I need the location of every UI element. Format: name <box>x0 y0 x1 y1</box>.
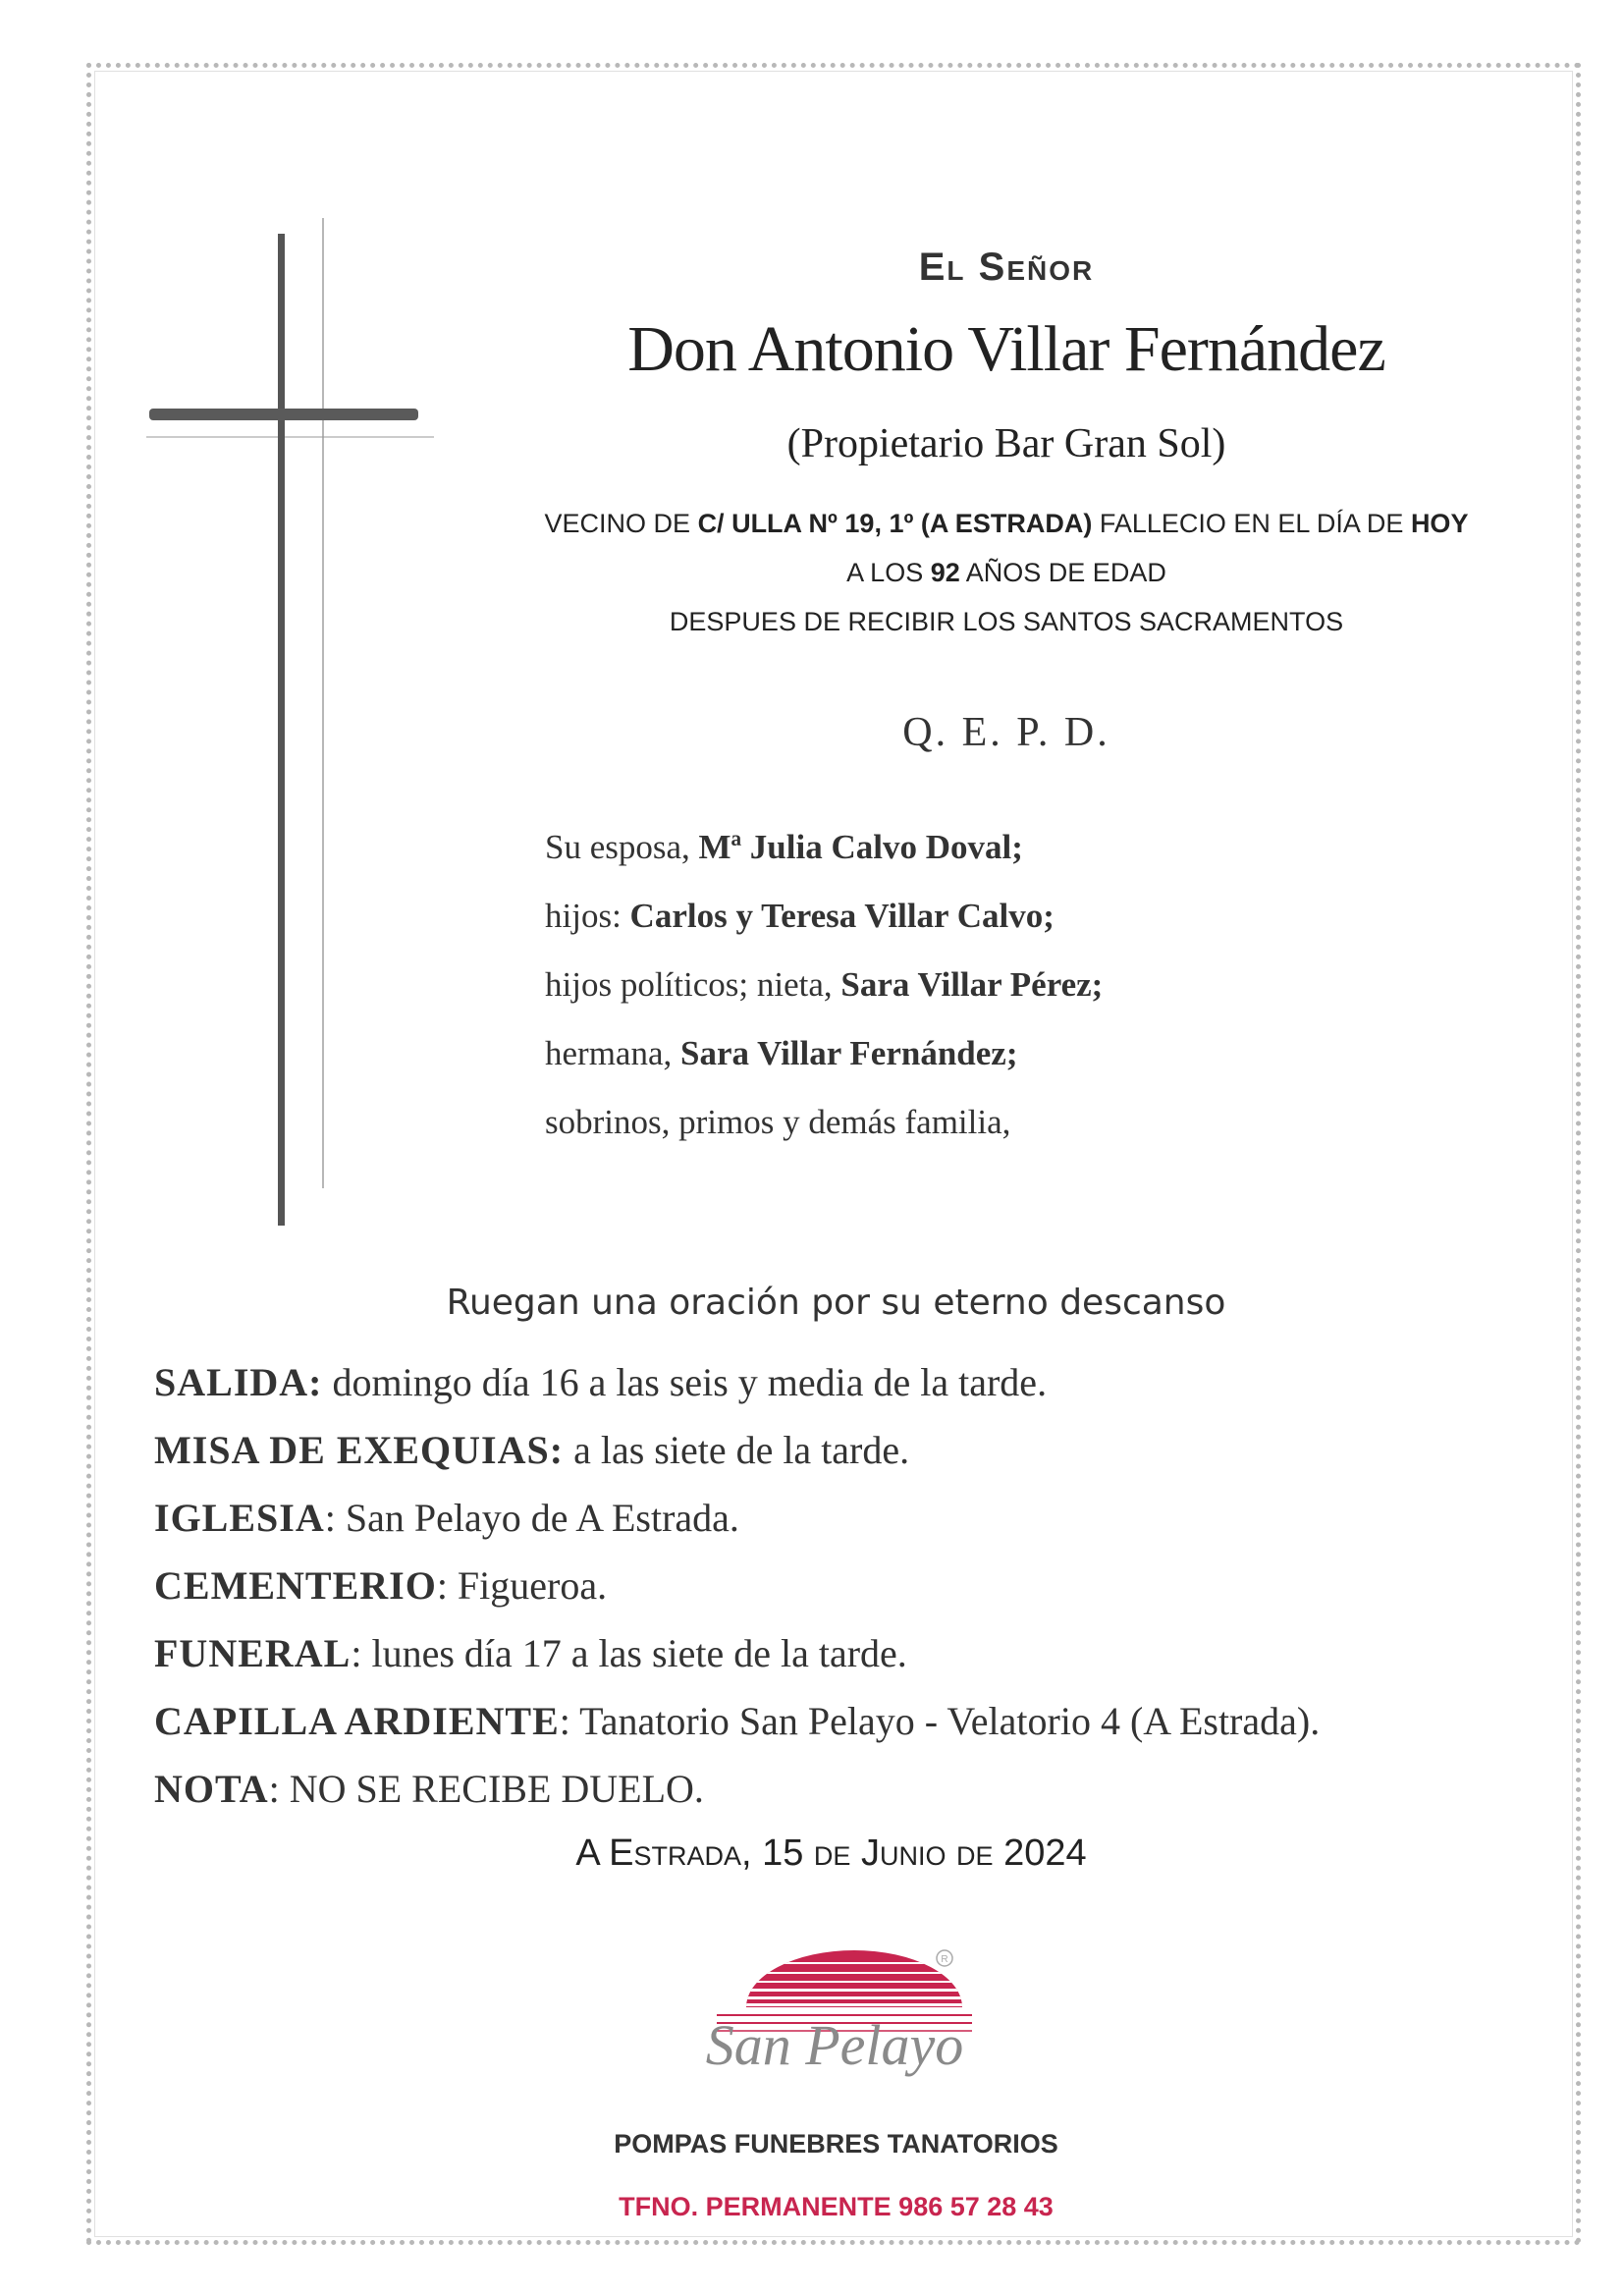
sacraments-line: DESPUES DE RECIBIR LOS SANTOS SACRAMENTOS <box>669 607 1344 636</box>
death-day: HOY <box>1410 509 1469 538</box>
deceased-profession: (Propietario Bar Gran Sol) <box>786 421 1226 466</box>
detail-cementerio: CEMENTERIO: Figueroa. <box>154 1563 608 1608</box>
prayer-request: Ruegan una oración por su eterno descanso <box>446 1283 1226 1323</box>
cross-icon <box>137 216 452 1237</box>
residence-line <box>511 509 1502 539</box>
deceased-name: Don Antonio Villar Fernández <box>627 313 1385 385</box>
age-value: 92 <box>930 558 960 587</box>
detail-iglesia: IGLESIA: San Pelayo de A Estrada. <box>154 1496 739 1540</box>
qepd: Q. E. P. D. <box>902 710 1110 755</box>
funeral-details <box>154 1348 1320 1823</box>
age-prefix: A LOS <box>846 558 931 587</box>
notice-title: El Señor <box>918 246 1095 289</box>
residence-prefix: VECINO DE <box>544 509 698 538</box>
notice-date: A Estrada, 15 de Junio de 2024 <box>575 1832 1087 1874</box>
san-pelayo-logo <box>677 1948 992 2096</box>
mourner-line: hijos: Carlos y Teresa Villar Calvo; <box>545 897 1055 935</box>
mourner-line: sobrinos, primos y demás familia, <box>545 1103 1011 1141</box>
age-line <box>511 558 1502 588</box>
mourner-line: hijos políticos; nieta, Sara Villar Pérez; <box>545 965 1104 1004</box>
mourners-list <box>545 813 1103 1157</box>
logo-text: San Pelayo <box>705 2013 964 2077</box>
residence-address: C/ ULLA Nº 19, 1º (A ESTRADA) <box>697 509 1093 538</box>
detail-salida: SALIDA: domingo día 16 a las seis y media de la tarde. <box>154 1360 1048 1404</box>
detail-funeral: FUNERAL: lunes día 17 a las siete de la tarde. <box>154 1631 907 1675</box>
detail-capilla: CAPILLA ARDIENTE: Tanatorio San Pelayo - Velatorio 4 (A Estrada). <box>154 1699 1321 1743</box>
age-suffix: AÑOS DE EDAD <box>959 558 1166 587</box>
detail-nota: NOTA: NO SE RECIBE DUELO. <box>154 1767 704 1811</box>
mourner-line: hermana, Sara Villar Fernández; <box>545 1034 1018 1072</box>
death-day-prefix: FALLECIO EN EL DÍA DE <box>1092 509 1411 538</box>
registered-mark: R <box>941 1954 948 1965</box>
company-phone: TFNO. PERMANENTE 986 57 28 43 <box>619 2192 1054 2221</box>
company-services: POMPAS FUNEBRES TANATORIOS <box>614 2129 1058 2159</box>
mourner-line: Su esposa, Mª Julia Calvo Doval; <box>545 828 1023 866</box>
detail-misa: MISA DE EXEQUIAS: a las siete de la tarde. <box>154 1428 910 1472</box>
